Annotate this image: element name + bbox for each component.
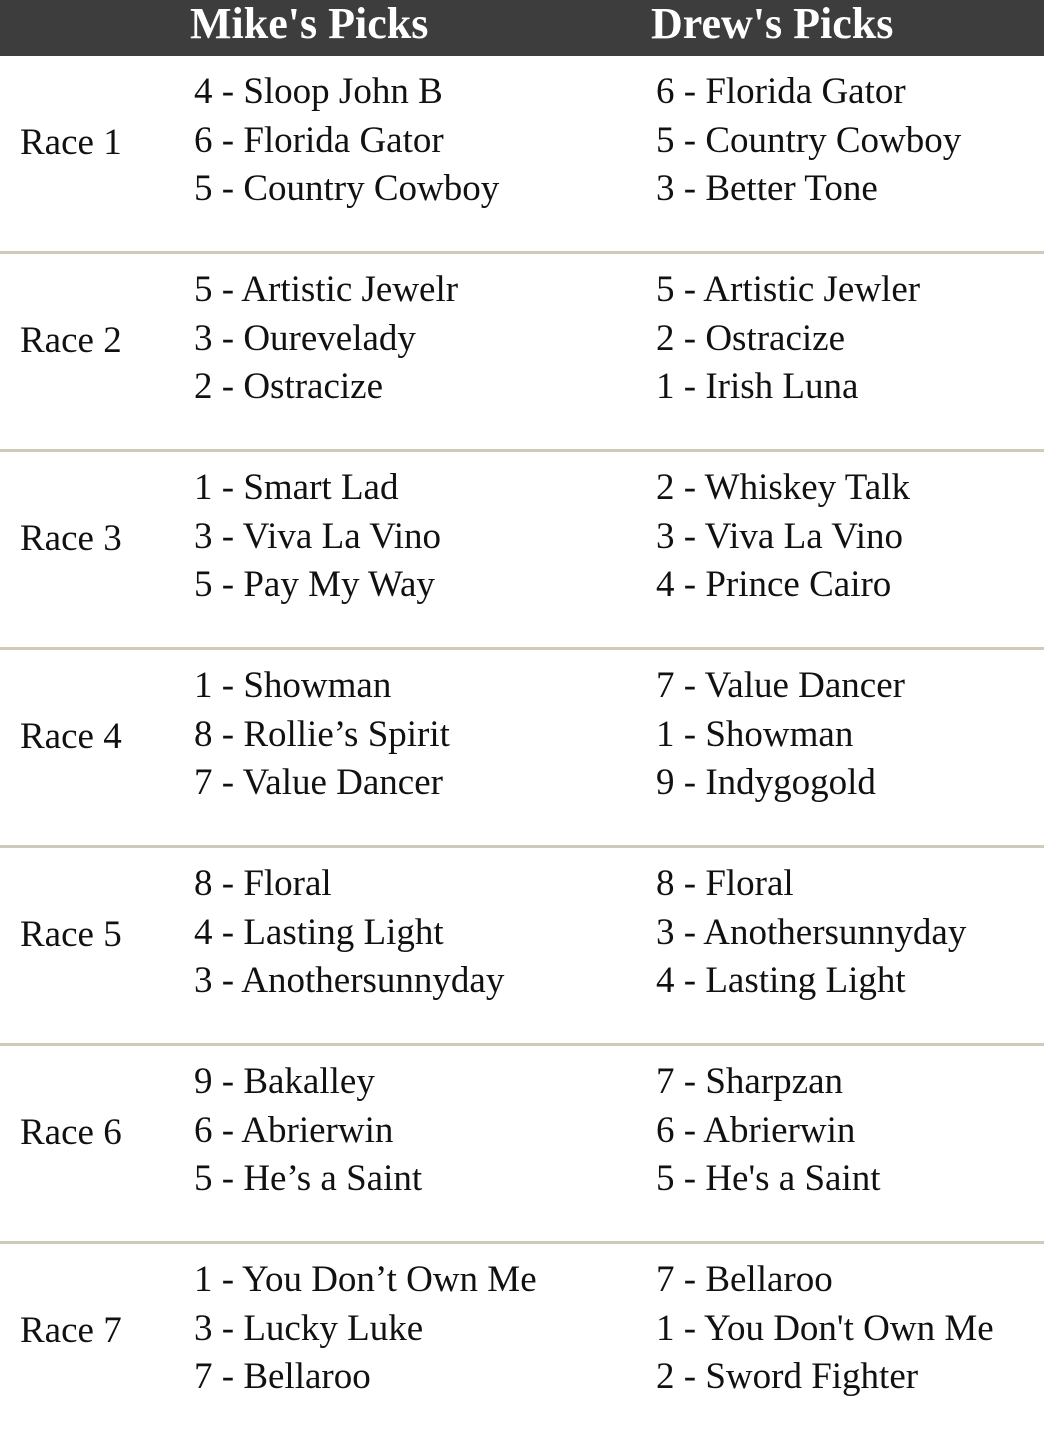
pick: 4 - Sloop John B — [194, 71, 443, 112]
drew-picks — [656, 266, 920, 412]
pick: 4 - Lasting Light — [656, 960, 906, 1002]
pick: 8 - Rollie’s Spirit — [194, 713, 450, 755]
race-row — [0, 254, 1044, 452]
pick: 7 - Bellaroo — [656, 1259, 833, 1300]
pick: 4 - Prince Cairo — [656, 564, 892, 606]
pick: 8 - Floral — [194, 863, 332, 904]
pick: 3 - Ourevelady — [194, 317, 416, 359]
picks-table — [0, 56, 1044, 1442]
pick: 2 - Whiskey Talk — [656, 467, 910, 508]
race-label: Race 6 — [20, 1112, 122, 1153]
race-label: Race 5 — [20, 914, 122, 955]
header-mikes-picks: Mike's Picks — [190, 0, 429, 48]
race-row — [0, 56, 1044, 254]
header-drews-picks: Drew's Picks — [651, 0, 894, 48]
race-label: Race 4 — [20, 716, 122, 757]
race-row — [0, 1244, 1044, 1442]
pick: 1 - You Don’t Own Me — [194, 1259, 537, 1300]
pick: 3 - Anothersunnyday — [194, 960, 505, 1002]
pick: 6 - Florida Gator — [194, 119, 444, 161]
pick: 9 - Bakalley — [194, 1061, 375, 1102]
pick: 1 - Irish Luna — [656, 366, 859, 408]
mike-picks — [194, 68, 499, 214]
race-label: Race 2 — [20, 320, 122, 361]
drew-picks — [656, 1256, 994, 1402]
pick: 6 - Abrierwin — [656, 1109, 856, 1151]
drew-picks — [656, 68, 961, 214]
pick: 3 - Viva La Vino — [194, 515, 441, 557]
pick: 1 - Showman — [194, 665, 392, 706]
pick: 7 - Sharpzan — [656, 1061, 843, 1102]
pick: 6 - Florida Gator — [656, 71, 906, 112]
pick: 6 - Abrierwin — [194, 1109, 394, 1151]
pick: 3 - Lucky Luke — [194, 1307, 424, 1349]
race-row — [0, 650, 1044, 848]
mike-picks — [194, 266, 458, 412]
race-row — [0, 848, 1044, 1046]
pick: 4 - Lasting Light — [194, 911, 444, 953]
drew-picks — [656, 464, 910, 610]
pick: 5 - Artistic Jewelr — [194, 269, 459, 310]
pick: 8 - Floral — [656, 863, 794, 904]
pick: 7 - Value Dancer — [194, 762, 443, 804]
mike-picks — [194, 860, 504, 1006]
drew-picks — [656, 860, 966, 1006]
mike-picks — [194, 1058, 422, 1204]
drew-picks — [656, 662, 905, 808]
pick: 9 - Indygogold — [656, 762, 876, 804]
table-header — [0, 0, 1044, 56]
drew-picks — [656, 1058, 881, 1204]
pick: 5 - Country Cowboy — [656, 119, 962, 161]
pick: 2 - Ostracize — [194, 366, 384, 408]
mike-picks — [194, 464, 441, 610]
pick: 5 - Pay My Way — [194, 564, 435, 606]
pick: 1 - Showman — [656, 713, 854, 755]
pick: 3 - Anothersunnyday — [656, 911, 967, 953]
pick: 7 - Value Dancer — [656, 665, 905, 706]
pick: 5 - Country Cowboy — [194, 168, 500, 210]
pick: 1 - You Don't Own Me — [656, 1307, 994, 1349]
pick: 2 - Sword Fighter — [656, 1356, 919, 1398]
race-label: Race 7 — [20, 1310, 122, 1351]
mike-picks — [194, 662, 450, 808]
pick: 3 - Viva La Vino — [656, 515, 903, 557]
pick: 5 - Artistic Jewler — [656, 269, 921, 310]
race-label: Race 3 — [20, 518, 122, 559]
pick: 5 - He’s a Saint — [194, 1158, 423, 1200]
mike-picks — [194, 1256, 537, 1402]
pick: 7 - Bellaroo — [194, 1356, 371, 1398]
pick: 2 - Ostracize — [656, 317, 846, 359]
pick: 5 - He's a Saint — [656, 1158, 881, 1200]
pick: 1 - Smart Lad — [194, 467, 399, 508]
race-label: Race 1 — [20, 122, 122, 163]
pick: 3 - Better Tone — [656, 168, 878, 210]
race-row — [0, 452, 1044, 650]
race-row — [0, 1046, 1044, 1244]
